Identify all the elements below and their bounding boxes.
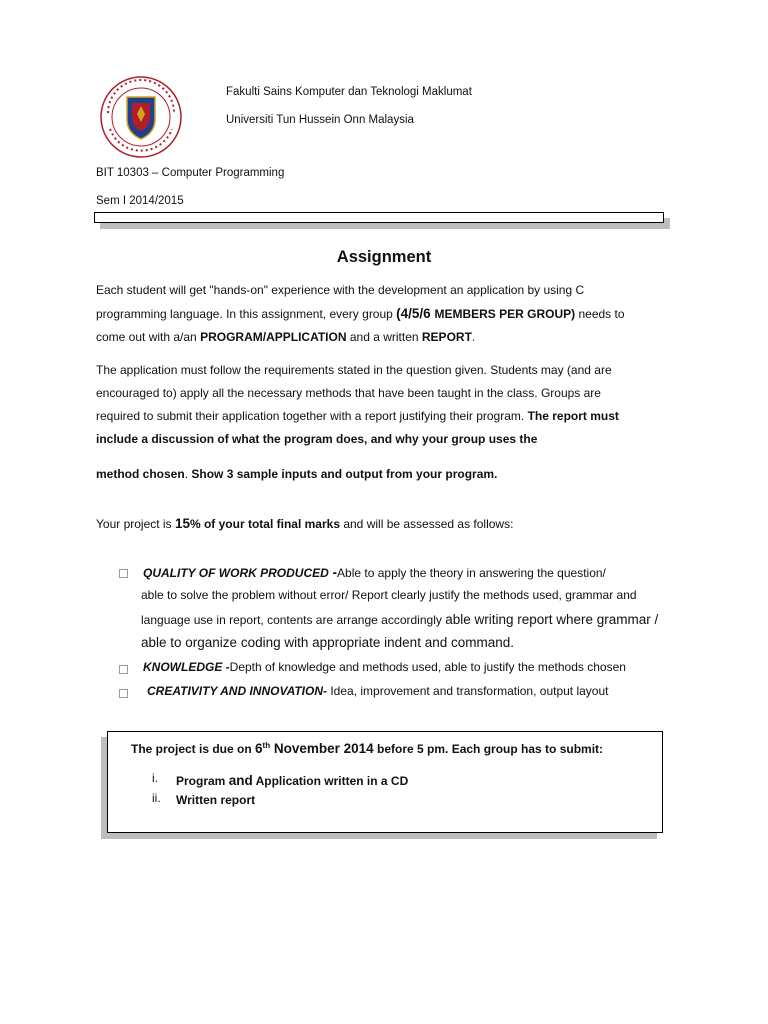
requirements-paragraph bbox=[96, 359, 681, 451]
submission-item: Program and Application written in a CD bbox=[176, 773, 409, 788]
header-divider bbox=[94, 212, 664, 223]
submission-item: Written report bbox=[176, 793, 256, 807]
intro-paragraph bbox=[96, 279, 681, 349]
criterion-quality: QUALITY OF WORK PRODUCED -Able to apply the theory in answering the question/ bbox=[143, 565, 606, 580]
intro-line: programming language. In this assignment, every group (4/5/6 MEMBERS PER GROUP) needs to bbox=[96, 306, 625, 321]
semester: Sem I 2014/2015 bbox=[96, 195, 184, 207]
uthm-logo bbox=[96, 73, 186, 161]
req-line-method: method chosen. Show 3 sample inputs and output from your program. bbox=[96, 467, 498, 481]
checkbox-icon bbox=[119, 689, 128, 698]
page-title: Assignment bbox=[336, 248, 432, 266]
req-line: The application must follow the requirements stated in the question given. Students may (and are bbox=[96, 363, 612, 377]
intro-line: come out with a/an PROGRAM/APPLICATION and a written REPORT. bbox=[96, 330, 476, 344]
criterion-quality-line: able to organize coding with appropriate indent and command. bbox=[141, 635, 514, 650]
checkbox-icon bbox=[119, 665, 128, 674]
req-line: include a discussion of what the program does, and why your group uses the bbox=[96, 432, 538, 446]
criterion-quality-line: able to solve the problem without error/ Report clearly justify the methods used, grammar and bbox=[141, 588, 637, 602]
criterion-creativity: CREATIVITY AND INNOVATION- Idea, improvement and transformation, output layout bbox=[147, 684, 609, 698]
intro-line: Each student will get "hands-on" experience with the development an application by using C bbox=[96, 283, 585, 297]
criterion-quality-line: language use in report, contents are arrange accordingly able writing report where grammar / bbox=[141, 612, 659, 627]
checkbox-icon bbox=[119, 569, 128, 578]
due-line: The project is due on 6th November 2014 before 5 pm. Each group has to submit: bbox=[131, 741, 604, 756]
marks-line: Your project is 15% of your total final marks and will be assessed as follows: bbox=[96, 516, 514, 531]
req-line: encouraged to) apply all the necessary methods that have been taught in the class. Groups are bbox=[96, 386, 601, 400]
item-number: i. bbox=[152, 771, 158, 785]
faculty-name: Fakulti Sains Komputer dan Teknologi Maklumat bbox=[226, 86, 472, 98]
criterion-knowledge: KNOWLEDGE -Depth of knowledge and methods used, able to justify the methods chosen bbox=[143, 660, 626, 674]
university-name: Universiti Tun Hussein Onn Malaysia bbox=[226, 114, 414, 126]
item-number: ii. bbox=[152, 791, 161, 805]
req-line: required to submit their application together with a report justifying their program. The report must bbox=[96, 409, 619, 423]
course-code: BIT 10303 – Computer Programming bbox=[96, 167, 285, 179]
